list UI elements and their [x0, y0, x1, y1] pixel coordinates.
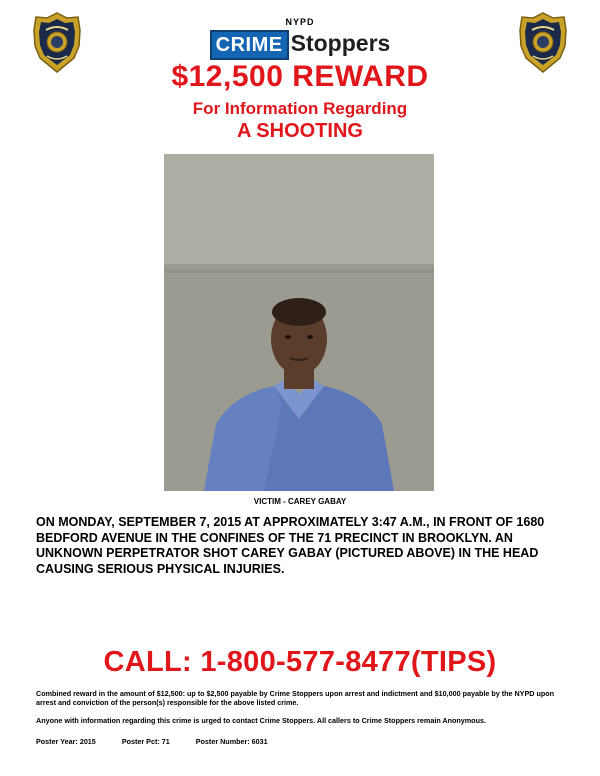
- poster-footer: [36, 737, 566, 746]
- nypd-label: NYPD: [285, 17, 315, 27]
- incident-description: ON MONDAY, SEPTEMBER 7, 2015 AT APPROXIMATELY 3:47 A.M., IN FRONT OF 1680 BEDFORD AVENUE IN THE CONFINES OF THE 71 PRECINCT IN BROOKLYN. AN UNKNOWN PERPETRATOR SHOT CAREY GABAY (PICTURED ABOVE) IN THE HEAD CAUSING SERIOUS PHYSICAL INJURIES.: [36, 515, 545, 576]
- anonymous-note: Anyone with information regarding this crime is urged to contact Crime Stoppers. All callers to Crime Stoppers remain Anonymous.: [36, 716, 486, 725]
- reward-detail-text: Combined reward in the amount of $12,500: up to $2,500 payable by Crime Stoppers upon arrest and indictment and $10,000 payable by the NYPD upon arrest and conviction of the person(s) responsible for the above listed crime.: [36, 689, 555, 707]
- photo-caption: VICTIM - CAREY GABAY: [253, 497, 347, 506]
- logo-crime-text: CRIME: [210, 30, 289, 60]
- reward-headline: $12,500 REWARD: [171, 60, 429, 93]
- poster-precinct: Poster Pct: 71: [121, 737, 170, 746]
- crime-stoppers-logo: [0, 30, 600, 60]
- poster-year: Poster Year: 2015: [36, 737, 96, 746]
- victim-photo: [164, 154, 434, 491]
- logo-stoppers-text: Stoppers: [290, 30, 391, 56]
- poster-number: Poster Number: 6031: [195, 737, 268, 746]
- crime-type-headline: A SHOOTING: [237, 120, 363, 142]
- tip-line-call: CALL: 1-800-577-8477(TIPS): [103, 646, 497, 678]
- for-info-subheadline: For Information Regarding: [192, 99, 408, 118]
